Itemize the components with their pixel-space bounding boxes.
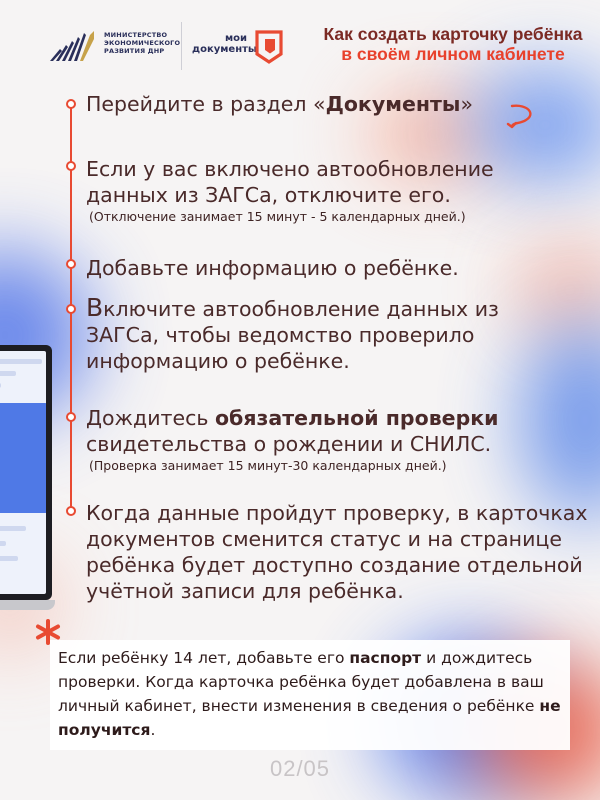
footnote bbox=[58, 646, 568, 742]
step-text: Перейдите в раздел « bbox=[86, 92, 326, 116]
timeline-dot bbox=[66, 259, 76, 269]
title-line: Как создать карточку ребёнка bbox=[323, 24, 583, 44]
ministry-line: РАЗВИТИЯ ДНР bbox=[104, 47, 165, 55]
step-text: Если у вас включено автообновление данных из ЗАГСа, отключите его. bbox=[86, 157, 494, 207]
footnote-bold-text: не получится bbox=[58, 697, 561, 739]
step-initial: В bbox=[86, 293, 104, 322]
md-line: мои bbox=[224, 33, 247, 44]
step-note: (Отключение занимает 15 минут - 5 календарных дней.) bbox=[89, 209, 466, 224]
laptop-icon bbox=[0, 345, 55, 615]
footnote-bold-text: паспорт bbox=[349, 649, 422, 667]
laptop-screen bbox=[0, 345, 52, 600]
step-4 bbox=[86, 295, 531, 374]
step-bold-text: Документы bbox=[325, 92, 461, 116]
step-6 bbox=[86, 500, 591, 604]
step-text: Добавьте информацию о ребёнке. bbox=[86, 256, 459, 280]
moi-dokumenty-logo-icon bbox=[254, 30, 284, 64]
ministry-line: МИНИСТЕРСТВО bbox=[104, 31, 168, 39]
page-number: 02/05 bbox=[269, 756, 331, 781]
ministry-line: ЭКОНОМИЧЕСКОГО bbox=[104, 39, 181, 47]
laptop-base bbox=[0, 600, 55, 610]
display-bar bbox=[0, 556, 18, 561]
laptop-display bbox=[0, 351, 46, 594]
step-text: » bbox=[460, 92, 473, 116]
footnote-text: Если ребёнку 14 лет, добавьте его bbox=[58, 649, 350, 667]
ministry-name bbox=[104, 31, 180, 55]
display-bar bbox=[0, 371, 16, 376]
display-bar bbox=[0, 359, 42, 364]
page-title bbox=[318, 24, 588, 64]
timeline-dot bbox=[66, 506, 76, 516]
step-text: Когда данные пройдут проверку, в карточках документов сменится статус и на странице ребёнка будет доступно создание отдельной учётной записи для ребёнка. bbox=[86, 501, 588, 603]
step-text: свидетельства о рождении и СНИЛС. bbox=[86, 432, 492, 456]
decor-blob bbox=[520, 320, 600, 520]
md-name bbox=[192, 33, 257, 55]
step-bold-text: обязательной проверки bbox=[214, 406, 499, 430]
step-3 bbox=[86, 255, 591, 281]
moi-dokumenty-logo bbox=[192, 28, 292, 68]
logo-divider bbox=[181, 22, 182, 70]
step-text: ключите автообновление данных из ЗАГСа, чтобы ведомство проверило информацию о ребёнке. bbox=[86, 297, 499, 373]
step-5 bbox=[86, 405, 526, 474]
timeline-dot bbox=[66, 99, 76, 109]
subtitle-line: в своём личном кабинете bbox=[341, 44, 565, 64]
ministry-logo bbox=[50, 25, 180, 67]
timeline-dot bbox=[66, 161, 76, 171]
display-bar bbox=[0, 383, 1, 388]
ministry-logo-icon bbox=[50, 29, 98, 61]
display-panel bbox=[0, 403, 46, 513]
timeline-dot bbox=[66, 304, 76, 314]
display-bar bbox=[0, 541, 6, 546]
step-text: Дождитесь bbox=[86, 406, 215, 430]
timeline-dot bbox=[66, 412, 76, 422]
md-line: документы bbox=[192, 44, 257, 55]
display-bar bbox=[0, 526, 26, 531]
footnote-text: и дождитесь проверки. Когда карточка ребёнка будет добавлена в ваш личный кабинет, внести изменения в сведения о ребёнке bbox=[58, 649, 544, 715]
header bbox=[0, 0, 600, 80]
step-note: (Проверка занимает 15 минут-30 календарных дней.) bbox=[89, 458, 447, 473]
step-2 bbox=[86, 156, 526, 225]
footnote-text: . bbox=[150, 721, 156, 739]
curved-arrow-icon bbox=[506, 100, 540, 134]
